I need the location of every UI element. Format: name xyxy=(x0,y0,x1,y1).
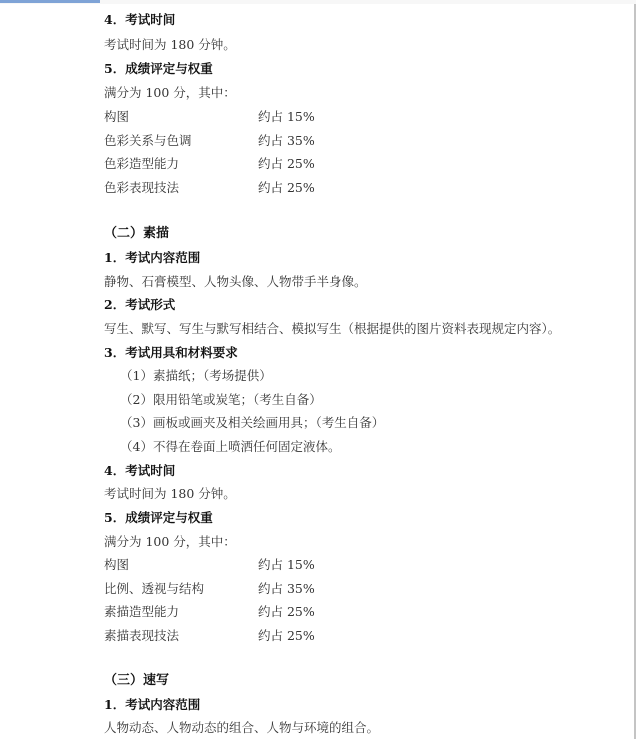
weight-item: 比例、透视与结构 xyxy=(104,581,205,596)
weight-pct: 约占 25% xyxy=(258,156,315,171)
heading-score-weights: 5．成绩评定与权重 xyxy=(104,61,213,76)
weight-pct: 约占 25% xyxy=(258,628,315,643)
weight-item: 色彩关系与色调 xyxy=(104,133,192,148)
tool-item: （1）素描纸；（考场提供） xyxy=(120,368,272,383)
heading-exam-scope: 1．考试内容范围 xyxy=(104,250,201,265)
weight-pct: 约占 35% xyxy=(258,133,315,148)
heading-score-weights: 5．成绩评定与权重 xyxy=(104,510,213,525)
weight-row xyxy=(104,557,364,573)
weight-item: 色彩表现技法 xyxy=(104,180,180,195)
weight-row xyxy=(104,180,364,196)
weight-row xyxy=(104,133,364,149)
weight-row xyxy=(104,581,364,597)
weight-item: 构图 xyxy=(104,109,130,124)
weight-row xyxy=(104,109,364,125)
weight-pct: 约占 25% xyxy=(258,180,315,195)
heading-exam-form: 2．考试形式 xyxy=(104,297,176,312)
weight-row xyxy=(104,604,364,620)
exam-time-text: 考试时间为 180 分钟。 xyxy=(104,486,236,501)
weight-row xyxy=(104,156,364,172)
section-title-quick-sketch: （三）速写 xyxy=(104,673,170,688)
heading-tools: 3．考试用具和材料要求 xyxy=(104,345,238,360)
active-tab-indicator xyxy=(0,0,100,3)
weight-pct: 约占 15% xyxy=(258,557,315,572)
exam-scope-text: 人物动态、人物动态的组合、人物与环境的组合。 xyxy=(104,720,380,735)
heading-exam-time: 4．考试时间 xyxy=(104,12,176,27)
weight-item: 色彩造型能力 xyxy=(104,156,180,171)
score-intro: 满分为 100 分，其中： xyxy=(104,534,236,549)
weight-row xyxy=(104,628,364,644)
score-intro: 满分为 100 分，其中： xyxy=(104,85,236,100)
heading-exam-scope: 1．考试内容范围 xyxy=(104,697,201,712)
weight-item: 素描造型能力 xyxy=(104,604,180,619)
section-title-sketch: （二）素描 xyxy=(104,226,170,241)
tool-item: （4）不得在卷面上喷洒任何固定液体。 xyxy=(120,439,341,454)
weight-pct: 约占 15% xyxy=(258,109,315,124)
exam-form-text: 写生、默写、写生与默写相结合、模拟写生（根据提供的图片资料表现规定内容）。 xyxy=(104,321,561,336)
weight-item: 构图 xyxy=(104,557,130,572)
tool-item: （2）限用铅笔或炭笔；（考生自备） xyxy=(120,392,322,407)
heading-exam-time: 4．考试时间 xyxy=(104,463,176,478)
exam-scope-text: 静物、石膏模型、人物头像、人物带手半身像。 xyxy=(104,274,367,289)
weight-item: 素描表现技法 xyxy=(104,628,180,643)
exam-time-text: 考试时间为 180 分钟。 xyxy=(104,37,236,52)
tool-item: （3）画板或画夹及相关绘画用具；（考生自备） xyxy=(120,415,385,430)
weight-pct: 约占 25% xyxy=(258,604,315,619)
weight-pct: 约占 35% xyxy=(258,581,315,596)
